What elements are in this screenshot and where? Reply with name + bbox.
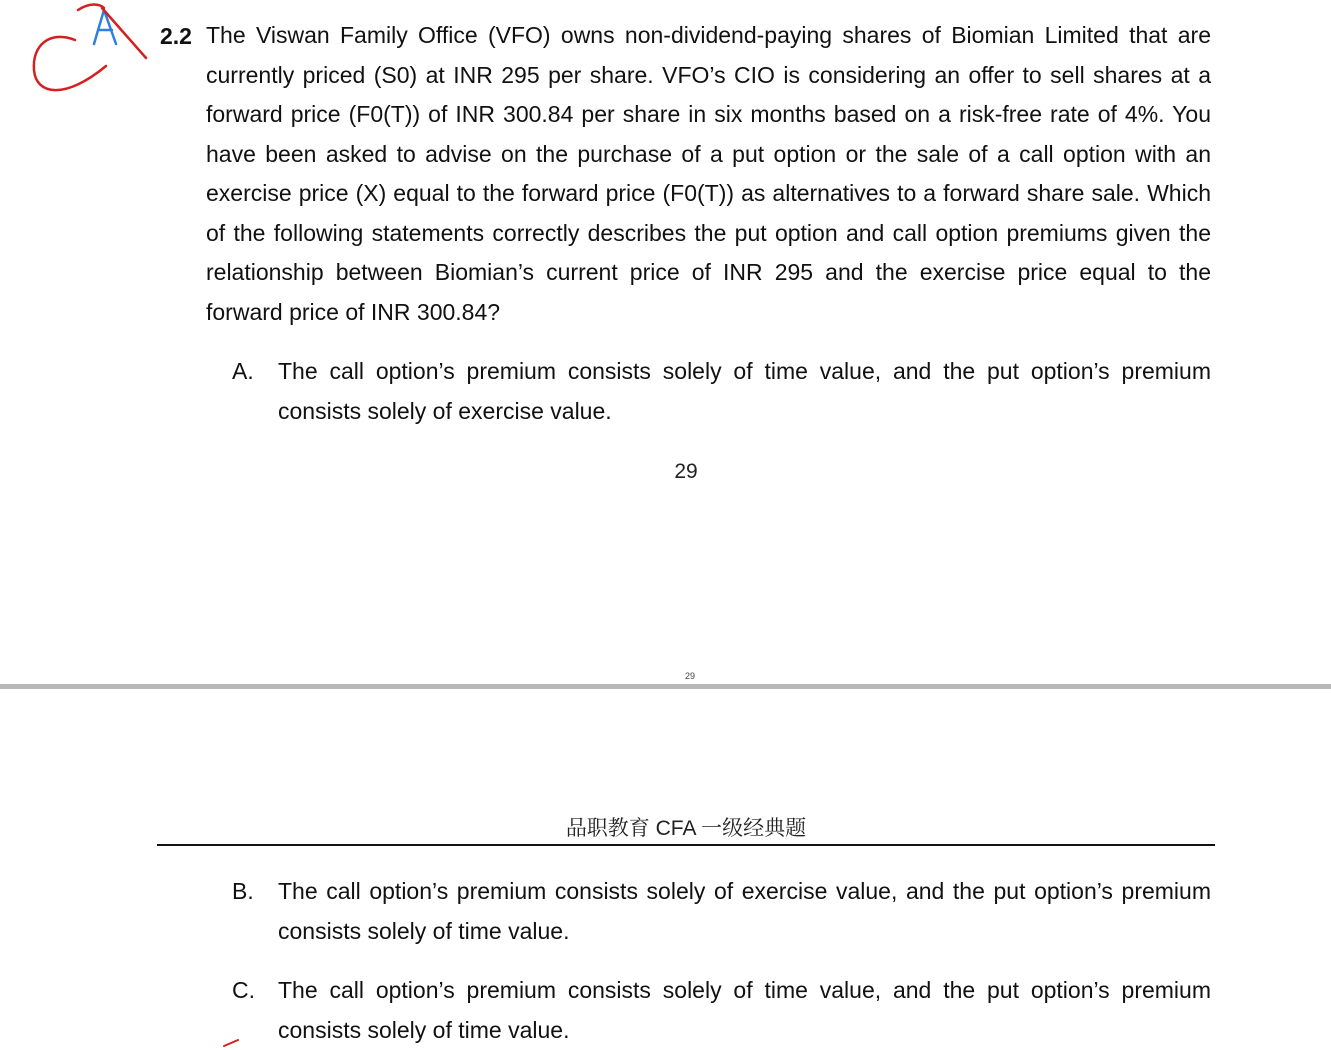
option-b-text: The call option’s premium consists solely of exercise value, and the put option’s premium consists solely of time value. — [278, 878, 1211, 944]
page-header-title: 品职教育 CFA 一级经典题 — [565, 817, 807, 840]
question-text: The Viswan Family Office (VFO) owns non-dividend-paying shares of Biomian Limited that are currently priced (S0) at INR 295 per share. VFO’s CIO is considering an offer to sell shares at a forward price (F0(T)) of INR 300.84 per share in six months based on a risk-free rate of 4%. You have been asked to advise on the purchase of a put option or the sale of a call option with an exercise price (X) equal to the forward price (F0(T)) as alternatives to a forward share sale. Which of the following statements correctly describes the put option and call option premiums given the relationship between Biomian’s current price of INR 295 and the exercise price equal to the forward price of INR 300.84? — [206, 22, 1211, 325]
option-a-letter: A. — [232, 358, 254, 384]
page-number: 29 — [674, 460, 698, 483]
option-b-letter: B. — [232, 878, 254, 904]
handwritten-answer-mark — [20, 0, 160, 110]
question-number: 2.2 — [160, 23, 192, 49]
handwritten-tick-mark — [220, 1036, 250, 1047]
option-c-letter: C. — [232, 977, 255, 1003]
header-divider — [157, 844, 1215, 846]
option-c-text: The call option’s premium consists solely of time value, and the put option’s premium consists solely of time value. — [278, 977, 1211, 1043]
page-number-small: 29 — [684, 671, 695, 681]
option-a-text: The call option’s premium consists solely of time value, and the put option’s premium consists solely of exercise value. — [278, 358, 1211, 424]
